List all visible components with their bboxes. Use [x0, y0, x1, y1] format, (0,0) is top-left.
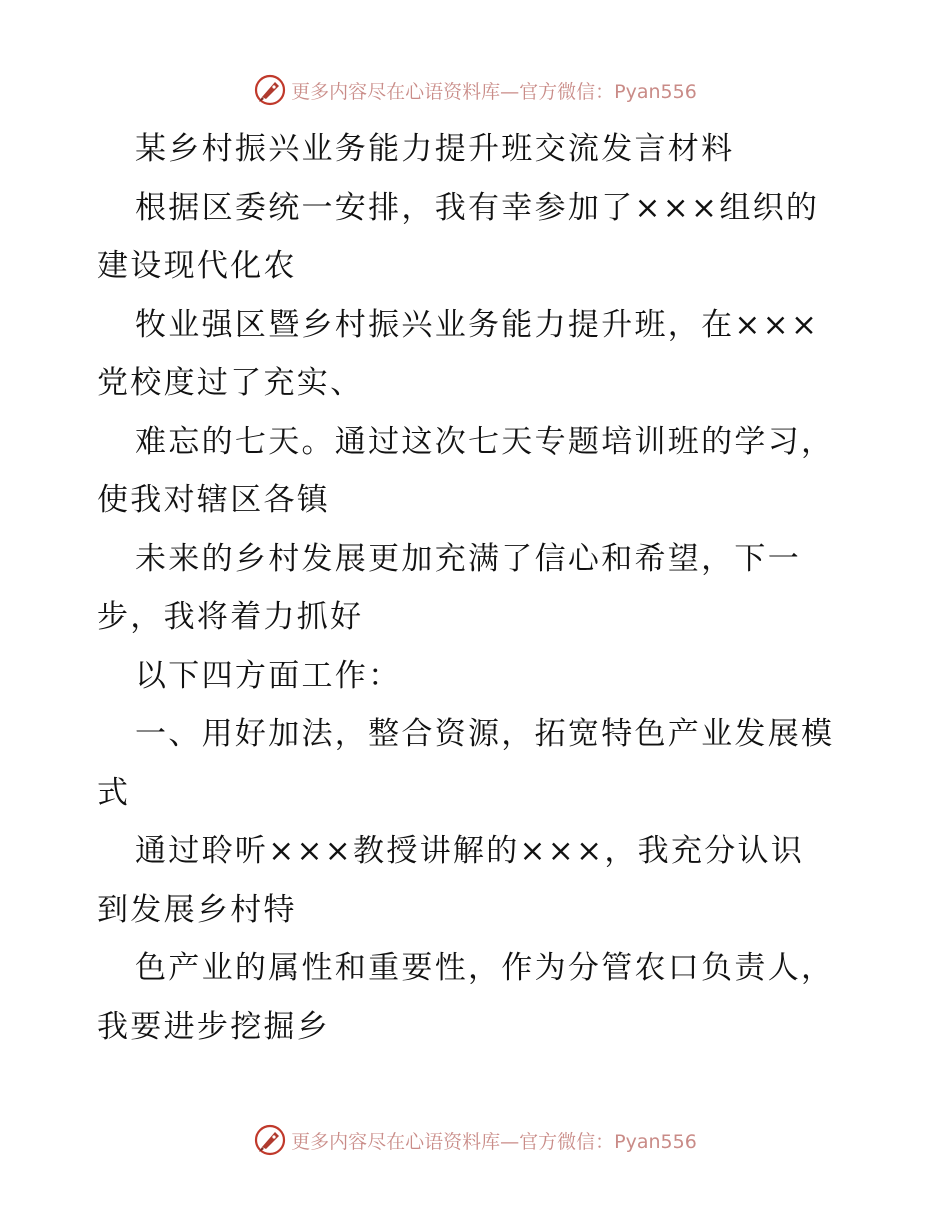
- paragraph-line: 到发展乡村特: [97, 891, 297, 928]
- paragraph-line: 牧业强区暨乡村振兴业务能力提升班，在×××: [135, 306, 820, 343]
- paragraph-line: 色产业的属性和重要性，作为分管农口负责人，: [135, 950, 835, 986]
- paragraph-line: 党校度过了充实、: [97, 365, 364, 401]
- section-heading: 一、用好加法，整合资源，拓宽特色产业发展模: [135, 716, 835, 752]
- pen-nib-logo-icon: [253, 73, 287, 107]
- pen-nib-logo-icon: [253, 1123, 287, 1157]
- document-body: [97, 120, 857, 1056]
- paragraph-line: 未来的乡村发展更加充满了信心和希望，下一: [135, 540, 801, 577]
- paragraph-line: 通过聆听×××教授讲解的×××，我充分认识: [135, 833, 805, 869]
- paragraph-line: 根据区委统一安排，我有幸参加了×××组织的: [135, 189, 820, 226]
- paragraph-line: 我要进步挖掘乡: [97, 1008, 331, 1045]
- paragraph-line: 以下四方面工作：: [135, 657, 402, 694]
- footer-watermark: [0, 1120, 950, 1160]
- section-heading-continued: 式: [97, 774, 131, 811]
- watermark-text: 更多内容尽在心语资料库—官方微信：: [291, 1130, 615, 1153]
- paragraph-line: 建设现代化农: [97, 248, 297, 284]
- header-watermark: [0, 70, 950, 110]
- paragraph-line: 难忘的七天。通过这次七天专题培训班的学习，: [135, 423, 835, 460]
- document-title: 某乡村振兴业务能力提升班交流发言材料: [135, 131, 735, 167]
- watermark-wechat-id: Pyan556: [614, 80, 697, 103]
- paragraph-line: 使我对辖区各镇: [97, 482, 331, 518]
- watermark-text: 更多内容尽在心语资料库—官方微信：: [291, 80, 615, 103]
- watermark-wechat-id: Pyan556: [614, 1130, 697, 1153]
- paragraph-line: 步，我将着力抓好: [97, 599, 364, 635]
